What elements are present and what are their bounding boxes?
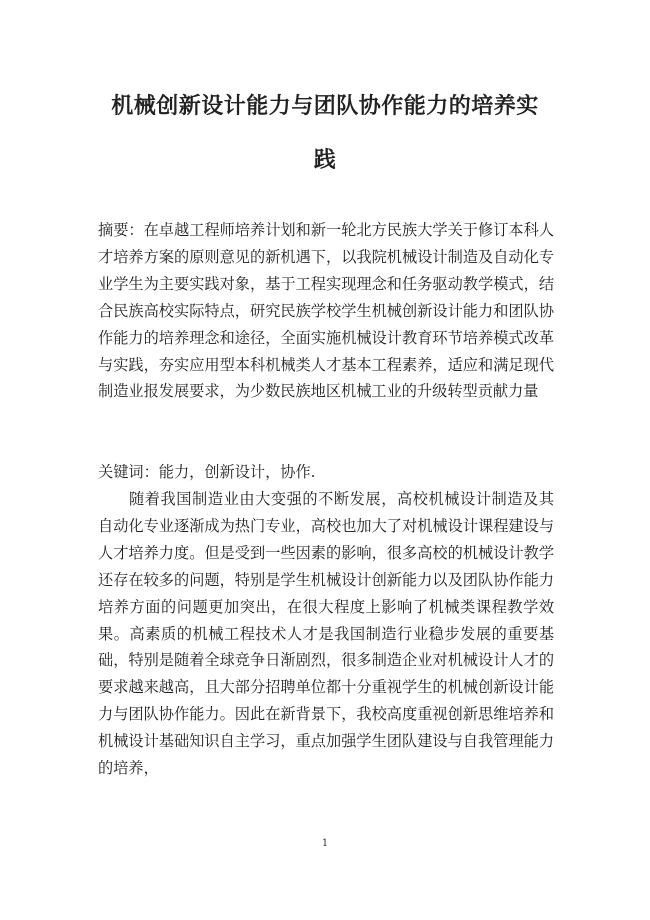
page-number: 1 bbox=[321, 838, 329, 849]
body-paragraph: 随着我国制造业由大变强的不断发展，高校机械设计制造及其自动化专业逐渐成为热门专业，高校也加大了对机械设计课程建设与人才培养力度。但是受到一些因素的影响，很多高校的机械设计教学还存在较多的问题，特别是学生机械设计创新能力以及团队协作能力培养方面的问题更加突出，在很大程度上影响了机械类课程教学效果。高素质的机械工程技术人才是我国制造行业稳步发展的重要基础，特别是随着全球竞争日渐剧烈，很多制造企业对机械设计人才的要求越来越高，且大部分招聘单位都十分重视学生的机械创新设计能力与团队协作能力。因此在新背景下，我校高度重视创新思维培养和机械设计基础知识自主学习，重点加强学生团队建设与自我管理能力的培养， bbox=[98, 490, 554, 778]
document-title-line-1: 机械创新设计能力与团队协作能力的培养实 bbox=[111, 94, 539, 119]
keywords-line: 关键词：能力，创新设计，协作. bbox=[98, 463, 316, 481]
document-title-line-2: 践 bbox=[313, 148, 337, 173]
abstract-paragraph: 摘要：在卓越工程师培养计划和新一轮北方民族大学关于修订本科人才培养方案的原则意见的新机遇下，以我院机械设计制造及自动化专业学生为主要实践对象，基于工程实现理念和任务驱动教学模式，结合民族高校实际特点，研究民族学校学生机械创新设计能力和团队协作能力的培养理念和途径，全面实施机械设计教育环节培养模式改革与实践，夯实应用型本科机械类人才基本工程素养，适应和满足现代制造业报发展要求，为少数民族地区机械工业的升级转型贡献力量 bbox=[98, 221, 554, 401]
